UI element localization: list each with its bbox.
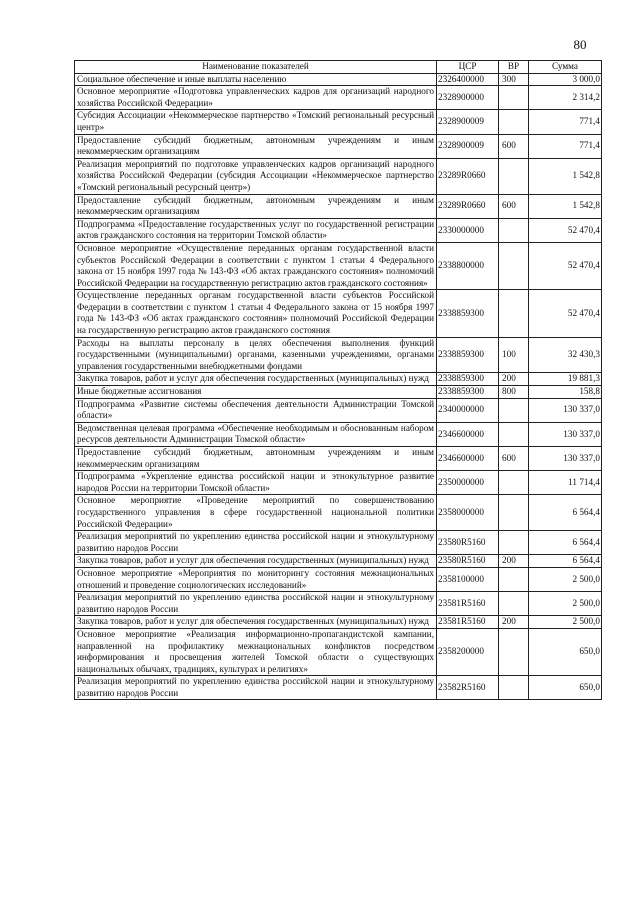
cell-csr: 2358100000 <box>437 567 499 591</box>
cell-name: Расходы на выплаты персоналу в целях обеспечения выполнения функций государственными (муниципальными) органами, казенными учреждениями, органами управления государственными внебюджетными фондами <box>75 337 437 373</box>
cell-csr: 2328900000 <box>437 86 499 110</box>
cell-vr: 800 <box>499 386 529 399</box>
cell-vr: 200 <box>499 555 529 568</box>
cell-sum: 2 500,0 <box>529 567 602 591</box>
cell-vr <box>499 158 529 194</box>
cell-sum: 6 564,4 <box>529 555 602 568</box>
table-row <box>75 110 602 134</box>
cell-csr: 23289R0660 <box>437 158 499 194</box>
cell-name: Основное мероприятие «Осуществление переданных органам государственной власти субъектов Российской Федерации в соответствии с пунктом 1 статьи 4 Федерального закона от 15 ноября 1997 года № 143-ФЗ «Об актах гражданского состояния» полномочий Российской Федерации на государственную регистрацию актов гражданского состояния» <box>75 242 437 289</box>
cell-csr: 23580R5160 <box>437 555 499 568</box>
cell-name: Осуществление переданных органам государственной власти субъектов Российской Федерации в соответствии с пунктом 1 статьи 4 Федерального закона от 15 ноября 1997 года № 143-ФЗ «Об актах гражданского состояния» полномочий Российской Федерации на государственную регистрацию актов гражданского состояния <box>75 290 437 337</box>
cell-sum: 3 000,0 <box>529 73 602 86</box>
cell-sum: 130 337,0 <box>529 398 602 422</box>
cell-sum: 158,8 <box>529 386 602 399</box>
cell-csr: 23581R5160 <box>437 592 499 616</box>
cell-name: Закупка товаров, работ и услуг для обеспечения государственных (муниципальных) нужд <box>75 373 437 386</box>
cell-vr: 300 <box>499 73 529 86</box>
cell-sum: 19 881,3 <box>529 373 602 386</box>
cell-name: Реализация мероприятий по укреплению единства российской нации и этнокультурному развитию народов России <box>75 531 437 555</box>
cell-name: Ведомственная целевая программа «Обеспечение необходимым и обоснованным набором ресурсов деятельности Администрации Томской области» <box>75 422 437 446</box>
cell-sum: 130 337,0 <box>529 447 602 471</box>
cell-sum: 6 564,4 <box>529 495 602 531</box>
table-header <box>75 61 602 74</box>
cell-name: Предоставление субсидий бюджетным, автономным учреждениям и иным некоммерческим организациям <box>75 134 437 158</box>
table-row <box>75 531 602 555</box>
cell-name: Иные бюджетные ассигнования <box>75 386 437 399</box>
cell-name: Предоставление субсидий бюджетным, автономным учреждениям и иным некоммерческим организациям <box>75 194 437 218</box>
table-row <box>75 592 602 616</box>
cell-csr: 23289R0660 <box>437 194 499 218</box>
cell-vr <box>499 290 529 337</box>
cell-vr <box>499 218 529 242</box>
table-row <box>75 73 602 86</box>
cell-sum: 52 470,4 <box>529 218 602 242</box>
table-row <box>75 158 602 194</box>
cell-sum: 11 714,4 <box>529 471 602 495</box>
cell-sum: 6 564,4 <box>529 531 602 555</box>
cell-csr: 2358200000 <box>437 628 499 675</box>
cell-csr: 2328900009 <box>437 110 499 134</box>
cell-sum: 771,4 <box>529 110 602 134</box>
cell-vr <box>499 628 529 675</box>
budget-table <box>74 60 602 700</box>
cell-vr <box>499 86 529 110</box>
cell-name: Закупка товаров, работ и услуг для обеспечения государственных (муниципальных) нужд <box>75 555 437 568</box>
cell-vr <box>499 567 529 591</box>
cell-name: Социальное обеспечение и иные выплаты населению <box>75 73 437 86</box>
table-row <box>75 495 602 531</box>
cell-vr: 600 <box>499 194 529 218</box>
cell-name: Реализация мероприятий по подготовке управленческих кадров организаций народного хозяйства Российской Федерации (субсидия Ассоциации «Некоммерческое партнерство «Томский региональный ресурсный центр») <box>75 158 437 194</box>
table-row <box>75 218 602 242</box>
table-row <box>75 386 602 399</box>
cell-csr: 23580R5160 <box>437 531 499 555</box>
table-row <box>75 567 602 591</box>
cell-vr <box>499 242 529 289</box>
cell-vr: 100 <box>499 337 529 373</box>
cell-sum: 650,0 <box>529 676 602 700</box>
cell-vr <box>499 495 529 531</box>
table-header-row <box>75 61 602 74</box>
cell-sum: 1 542,8 <box>529 158 602 194</box>
cell-name: Закупка товаров, работ и услуг для обеспечения государственных (муниципальных) нужд <box>75 616 437 629</box>
cell-sum: 2 500,0 <box>529 592 602 616</box>
cell-vr: 600 <box>499 447 529 471</box>
cell-name: Подпрограмма «Укрепление единства российской нации и этнокультурное развитие народов России на территории Томской области» <box>75 471 437 495</box>
cell-vr: 200 <box>499 616 529 629</box>
cell-vr <box>499 531 529 555</box>
cell-csr: 23582R5160 <box>437 676 499 700</box>
table-row <box>75 373 602 386</box>
cell-name: Предоставление субсидий бюджетным, автономным учреждениям и иным некоммерческим организациям <box>75 447 437 471</box>
cell-name: Основное мероприятие «Проведение мероприятий по совершенствованию государственного управления в сфере государственной национальной политики Российской Федерации» <box>75 495 437 531</box>
cell-sum: 1 542,8 <box>529 194 602 218</box>
table-row <box>75 134 602 158</box>
table-row <box>75 471 602 495</box>
cell-sum: 52 470,4 <box>529 242 602 289</box>
cell-csr: 2338800000 <box>437 242 499 289</box>
cell-csr: 2330000000 <box>437 218 499 242</box>
cell-csr: 2328900009 <box>437 134 499 158</box>
cell-vr <box>499 471 529 495</box>
cell-csr: 2340000000 <box>437 398 499 422</box>
cell-vr <box>499 422 529 446</box>
cell-vr: 600 <box>499 134 529 158</box>
cell-csr: 2338859300 <box>437 337 499 373</box>
table-row <box>75 676 602 700</box>
header-csr: ЦСР <box>437 61 499 74</box>
header-sum: Сумма <box>529 61 602 74</box>
cell-csr: 2350000000 <box>437 471 499 495</box>
table-row <box>75 337 602 373</box>
cell-name: Подпрограмма «Развитие системы обеспечения деятельности Администрации Томской области» <box>75 398 437 422</box>
cell-sum: 2 314,2 <box>529 86 602 110</box>
cell-csr: 2346600000 <box>437 447 499 471</box>
cell-sum: 130 337,0 <box>529 422 602 446</box>
table-row <box>75 616 602 629</box>
cell-name: Основное мероприятие «Реализация информационно-пропагандистской кампании, направленной на профилактику межнациональных конфликтов посредством информирования и просвещения жителей Томской области о существующих национальных обычаях, традициях, культурах и религиях» <box>75 628 437 675</box>
table-row <box>75 242 602 289</box>
cell-csr: 2338859300 <box>437 373 499 386</box>
cell-csr: 2346600000 <box>437 422 499 446</box>
table-row <box>75 398 602 422</box>
page-number: 80 <box>573 37 587 52</box>
cell-vr <box>499 398 529 422</box>
cell-name: Основное мероприятие «Подготовка управленческих кадров для организаций народного хозяйства Российской Федерации» <box>75 86 437 110</box>
table-row <box>75 290 602 337</box>
cell-csr: 2326400000 <box>437 73 499 86</box>
cell-sum: 650,0 <box>529 628 602 675</box>
cell-name: Реализация мероприятий по укреплению единства российской нации и этнокультурному развитию народов России <box>75 676 437 700</box>
table-row <box>75 628 602 675</box>
header-vr: ВР <box>499 61 529 74</box>
cell-vr <box>499 676 529 700</box>
cell-csr: 2338859300 <box>437 290 499 337</box>
table-row <box>75 422 602 446</box>
table-body <box>75 73 602 700</box>
header-name: Наименование показателей <box>75 61 437 74</box>
cell-sum: 2 500,0 <box>529 616 602 629</box>
table-row <box>75 194 602 218</box>
cell-sum: 32 430,3 <box>529 337 602 373</box>
cell-vr <box>499 592 529 616</box>
table-row <box>75 555 602 568</box>
cell-name: Подпрограмма «Предоставление государственных услуг по государственной регистрации актов гражданского состояния на территории Томской области» <box>75 218 437 242</box>
cell-vr: 200 <box>499 373 529 386</box>
cell-name: Основное мероприятие «Мероприятия по мониторингу состояния межнациональных отношений и проведение социологических исследований» <box>75 567 437 591</box>
cell-name: Субсидия Ассоциации «Некоммерческое партнерство «Томский региональный ресурсный центр» <box>75 110 437 134</box>
cell-csr: 23581R5160 <box>437 616 499 629</box>
cell-csr: 2358000000 <box>437 495 499 531</box>
table-row <box>75 86 602 110</box>
cell-sum: 52 470,4 <box>529 290 602 337</box>
cell-sum: 771,4 <box>529 134 602 158</box>
table-row <box>75 447 602 471</box>
cell-csr: 2338859300 <box>437 386 499 399</box>
cell-vr <box>499 110 529 134</box>
cell-name: Реализация мероприятий по укреплению единства российской нации и этнокультурному развитию народов России <box>75 592 437 616</box>
